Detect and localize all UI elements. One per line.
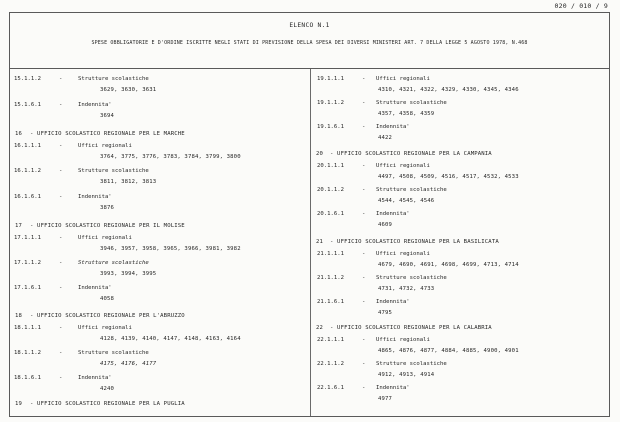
item-label: Strutture scolastiche	[78, 350, 149, 356]
item-dash: -	[362, 361, 366, 367]
item-code: 19.1.1.1	[317, 76, 344, 82]
item-numbers: 4497, 4508, 4509, 4516, 4517, 4532, 4533	[378, 174, 519, 180]
item-numbers: 4795	[378, 310, 393, 316]
item-numbers: 4679, 4690, 4691, 4698, 4699, 4713, 4714	[378, 262, 519, 268]
item-numbers: 4731, 4732, 4733	[378, 286, 435, 292]
item-code: 17.1.1.1	[14, 235, 41, 241]
item-dash: -	[59, 143, 63, 149]
document-header	[10, 13, 609, 69]
item-label: Indennita'	[78, 285, 112, 291]
item-numbers: 3764, 3775, 3776, 3783, 3784, 3799, 3800	[100, 154, 241, 160]
item-dash: -	[362, 76, 366, 82]
section-title: UFFICIO SCOLASTICO REGIONALE PER LE MARCHE	[37, 131, 185, 137]
item-code: 21.1.6.1	[317, 299, 344, 305]
item-numbers: 3876	[100, 205, 115, 211]
item-numbers: 4544, 4545, 4546	[378, 198, 435, 204]
section-title: UFFICIO SCOLASTICO REGIONALE PER LA BASILICATA	[337, 239, 499, 245]
item-label: Strutture scolastiche	[78, 168, 149, 174]
item-code: 19.1.1.2	[317, 100, 344, 106]
item-code: 20.1.1.2	[317, 187, 344, 193]
item-dash: -	[59, 350, 63, 356]
item-dash: -	[362, 124, 366, 130]
item-code: 18.1.1.1	[14, 325, 41, 331]
item-label: Indennita'	[78, 375, 112, 381]
item-label: Indennita'	[376, 124, 410, 130]
item-label: Strutture scolastiche	[78, 260, 149, 266]
item-numbers: 3946, 3957, 3958, 3965, 3966, 3981, 3982	[100, 246, 241, 252]
section-number: 17	[15, 223, 23, 229]
item-label: Strutture scolastiche	[376, 187, 447, 193]
item-label: Uffici regionali	[376, 163, 430, 169]
item-label: Strutture scolastiche	[376, 100, 447, 106]
item-dash: -	[59, 285, 63, 291]
section-title: UFFICIO SCOLASTICO REGIONALE PER LA CAMPANIA	[337, 151, 492, 157]
item-label: Indennita'	[376, 211, 410, 217]
item-numbers: 4175, 4176, 4177	[100, 361, 157, 367]
item-dash: -	[362, 337, 366, 343]
item-dash: -	[362, 251, 366, 257]
left-column: 15.1.1.2 - Strutture scolastiche 3629, 3630, 3631 15.1.6.1 - Indennita' 3694 16 - UFFICIO SCOLASTICO REGIONALE PER LE MARCHE 16.1.1.1 - Uffici regionali 3764, 3775, 3776, 3783, 3784, 3799, 3800 16.1.1.2 - Strutture scolastiche 3811, 3812, 3813 16.1.6.1 - Indennita' 3876 17 - UFFICIO SCOLASTICO REGIONALE PER IL MOLISE 17.1.1.1 - Uffici regionali 3946, 3957, 3958, 3965, 3966, 3981, 3982 17.1.1.2 - Strutture scolastiche 3993, 3994, 3995 17.1.6.1 - Indennita' 4058 18 - UFFICIO SCOLASTICO REGIONALE PER L'ABRUZZO 18.1.1.1 - Uffici regionali 4128, 4139, 4140, 4147, 4148, 4163, 4164 18.1.1.2 - Strutture scolastiche 4175, 4176, 4177 18.1.6.1 - Indennita' 4240 19 - UFFICIO SCOLASTICO REGIONALE PER LA PUGLIA	[14, 76, 241, 407]
item-dash: -	[362, 385, 366, 391]
item-numbers: 3811, 3812, 3813	[100, 179, 157, 185]
item-numbers: 4422	[378, 135, 393, 141]
item-label: Indennita'	[78, 194, 112, 200]
section-title: UFFICIO SCOLASTICO REGIONALE PER IL MOLISE	[37, 223, 185, 229]
item-dash: -	[59, 235, 63, 241]
section-number: 21	[316, 239, 324, 245]
item-numbers: 4128, 4139, 4140, 4147, 4148, 4163, 4164	[100, 336, 241, 342]
item-label: Uffici regionali	[376, 251, 430, 257]
item-numbers: 4058	[100, 296, 115, 302]
item-label: Uffici regionali	[78, 325, 132, 331]
item-numbers: 4310, 4321, 4322, 4329, 4330, 4345, 4346	[378, 87, 519, 93]
item-dash: -	[59, 168, 63, 174]
item-numbers: 4357, 4358, 4359	[378, 111, 435, 117]
item-code: 21.1.1.1	[317, 251, 344, 257]
item-dash: -	[59, 194, 63, 200]
item-dash: -	[59, 260, 63, 266]
item-code: 22.1.1.2	[317, 361, 344, 367]
item-dash: -	[59, 76, 63, 82]
item-code: 21.1.1.2	[317, 275, 344, 281]
item-dash: -	[59, 375, 63, 381]
item-dash: -	[362, 100, 366, 106]
section-number: 19	[15, 401, 23, 407]
item-code: 17.1.6.1	[14, 285, 41, 291]
item-label: Uffici regionali	[78, 143, 132, 149]
section-number: 18	[15, 313, 23, 319]
item-code: 15.1.1.2	[14, 76, 41, 82]
item-dash: -	[362, 163, 366, 169]
item-dash: -	[362, 299, 366, 305]
section-number: 16	[15, 131, 23, 137]
item-label: Strutture scolastiche	[78, 76, 149, 82]
item-code: 15.1.6.1	[14, 102, 41, 108]
section-title: UFFICIO SCOLASTICO REGIONALE PER L'ABRUZZO	[37, 313, 185, 319]
item-code: 22.1.6.1	[317, 385, 344, 391]
item-code: 19.1.6.1	[317, 124, 344, 130]
document-frame	[9, 12, 610, 417]
section-number: 22	[316, 325, 324, 331]
item-code: 16.1.1.1	[14, 143, 41, 149]
item-code: 20.1.6.1	[317, 211, 344, 217]
item-numbers: 3629, 3630, 3631	[100, 87, 157, 93]
item-label: Indennita'	[78, 102, 112, 108]
item-numbers: 4240	[100, 386, 115, 392]
item-dash: -	[362, 275, 366, 281]
item-code: 17.1.1.2	[14, 260, 41, 266]
item-code: 22.1.1.1	[317, 337, 344, 343]
item-dash: -	[59, 102, 63, 108]
item-code: 20.1.1.1	[317, 163, 344, 169]
item-numbers: 3694	[100, 113, 115, 119]
item-code: 18.1.1.2	[14, 350, 41, 356]
item-label: Strutture scolastiche	[376, 361, 447, 367]
item-dash: -	[362, 211, 366, 217]
item-code: 18.1.6.1	[14, 375, 41, 381]
item-numbers: 3993, 3994, 3995	[100, 271, 157, 277]
item-numbers: 4865, 4876, 4877, 4884, 4885, 4900, 4901	[378, 348, 519, 354]
page-id: 020 / 010 / 9	[554, 2, 608, 10]
item-numbers: 4912, 4913, 4914	[378, 372, 435, 378]
item-label: Uffici regionali	[376, 337, 430, 343]
item-label: Uffici regionali	[376, 76, 430, 82]
section-title: UFFICIO SCOLASTICO REGIONALE PER LA CALABRIA	[337, 325, 492, 331]
item-code: 16.1.1.2	[14, 168, 41, 174]
section-title: UFFICIO SCOLASTICO REGIONALE PER LA PUGLIA	[37, 401, 185, 407]
document-subtitle: SPESE OBBLIGATORIE E D'ORDINE ISCRITTE NEGLI STATI DI PREVISIONE DELLA SPESA DEI DIVERSI MINISTERI ART. 7 DELLA LEGGE 5 AGOSTO 1978, N.468	[91, 40, 528, 46]
item-label: Indennita'	[376, 299, 410, 305]
section-number: 20	[316, 151, 324, 157]
item-label: Strutture scolastiche	[376, 275, 447, 281]
item-dash: -	[59, 325, 63, 331]
item-code: 16.1.6.1	[14, 194, 41, 200]
item-label: Indennita'	[376, 385, 410, 391]
right-column: 19.1.1.1 - Uffici regionali 4310, 4321, 4322, 4329, 4330, 4345, 4346 19.1.1.2 - Strutture scolastiche 4357, 4358, 4359 19.1.6.1 - Indennita' 4422 20 - UFFICIO SCOLASTICO REGIONALE PER LA CAMPANIA 20.1.1.1 - Uffici regionali 4497, 4508, 4509, 4516, 4517, 4532, 4533 20.1.1.2 - Strutture scolastiche 4544, 4545, 4546 20.1.6.1 - Indennita' 4609 21 - UFFICIO SCOLASTICO REGIONALE PER LA BASILICATA 21.1.1.1 - Uffici regionali 4679, 4690, 4691, 4698, 4699, 4713, 4714 21.1.1.2 - Strutture scolastiche 4731, 4732, 4733 21.1.6.1 - Indennita' 4795 22 - UFFICIO SCOLASTICO REGIONALE PER LA CALABRIA 22.1.1.1 - Uffici regionali 4865, 4876, 4877, 4884, 4885, 4900, 4901 22.1.1.2 - Strutture scolastiche 4912, 4913, 4914 22.1.6.1 - Indennita' 4977	[316, 76, 519, 402]
item-numbers: 4977	[378, 396, 393, 402]
item-numbers: 4609	[378, 222, 393, 228]
item-label: Uffici regionali	[78, 235, 132, 241]
document-title: ELENCO N.1	[289, 22, 330, 29]
item-dash: -	[362, 187, 366, 193]
